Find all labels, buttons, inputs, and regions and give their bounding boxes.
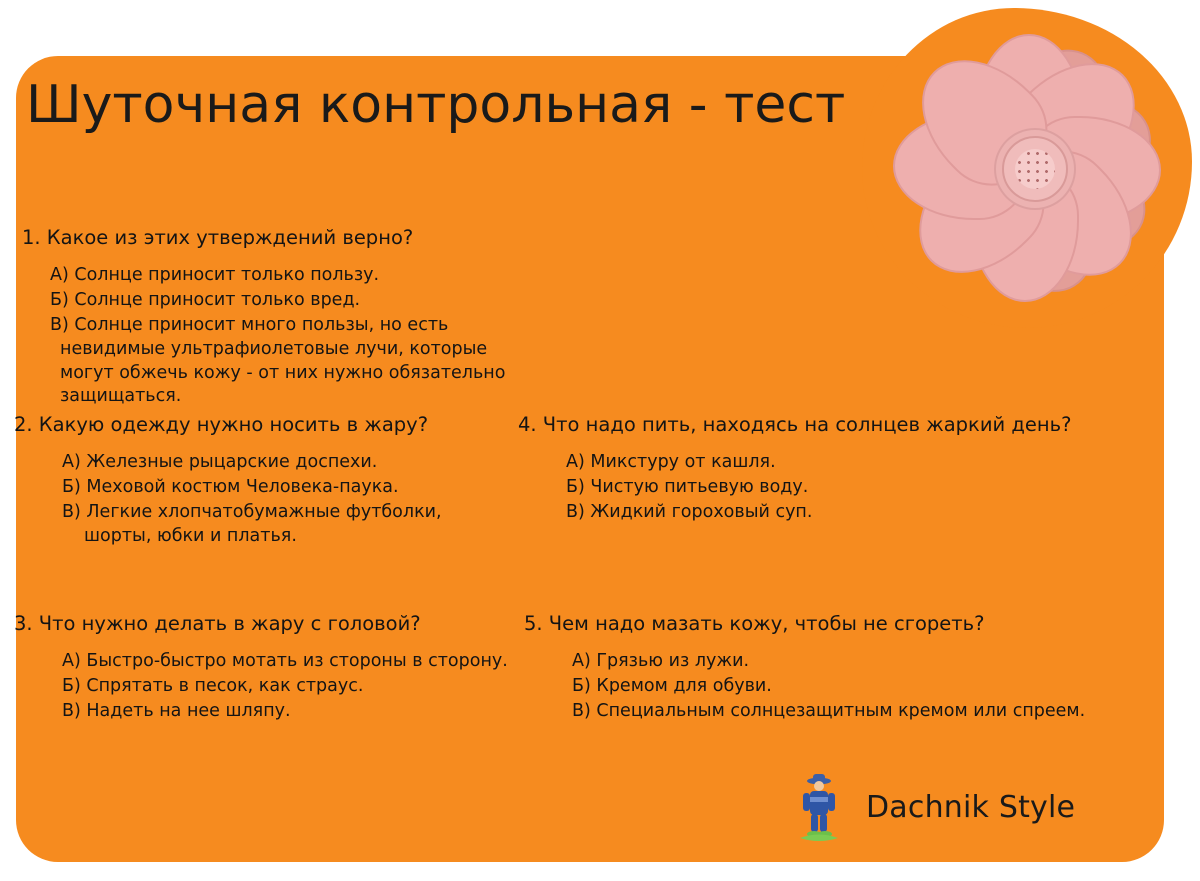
answer-list-4 [518, 451, 1158, 524]
answer-option: В) Надеть на нее шляпу. [62, 700, 291, 721]
page-title: Шуточная контрольная - тест [26, 75, 846, 135]
brand-name: Dachnik Style [866, 789, 1076, 825]
answer-option: Б) Спрятать в песок, как страус. [62, 676, 364, 697]
question-block-2 [14, 413, 514, 550]
brand-logo [790, 770, 1075, 844]
answer-option: А) Микстуру от кашля. [566, 452, 776, 473]
answer-option: А) Железные рыцарские доспехи. [62, 452, 378, 473]
answer-option: А) Грязью из лужи. [572, 651, 750, 672]
question-block-4 [518, 413, 1158, 526]
question-block-1 [22, 226, 542, 410]
answer-option: Б) Чистую питьевую воду. [566, 477, 809, 498]
answer-option: Б) Меховой костюм Человека-паука. [62, 477, 399, 498]
question-title-2: 2. Какую одежду нужно носить в жару? [14, 413, 429, 436]
answer-option: Б) Солнце приносит только вред. [50, 290, 361, 311]
answer-option: В) Легкие хлопчатобумажные футболки, шорты, юбки и платья. [62, 501, 442, 546]
answer-option: В) Специальным солнцезащитным кремом или спреем. [572, 700, 1086, 721]
gardener-figure-icon [790, 770, 848, 844]
answer-option: В) Солнце приносит много пользы, но есть невидимые ультрафиолетовые лучи, которые могут обжечь кожу - от них нужно обязательно защищаться. [50, 314, 506, 407]
question-block-5 [524, 612, 1144, 725]
pink-flower-icon [862, 8, 1192, 338]
question-title-4: 4. Что надо пить, находясь на солнцев жаркий день? [518, 413, 1072, 436]
question-title-1: 1. Какое из этих утверждений верно? [22, 226, 414, 249]
answer-list-5 [524, 650, 1144, 723]
answer-list-1 [22, 264, 542, 409]
answer-option: А) Солнце приносит только пользу. [50, 265, 380, 286]
answer-option: В) Жидкий гороховый суп. [566, 501, 813, 522]
question-title-5: 5. Чем надо мазать кожу, чтобы не сгореть? [524, 612, 985, 635]
question-block-3 [14, 612, 514, 725]
flower-center-dots [1015, 149, 1055, 189]
answer-list-3 [14, 650, 514, 723]
flower-center [1002, 136, 1068, 202]
answer-option: Б) Кремом для обуви. [572, 676, 772, 697]
answer-option: А) Быстро-быстро мотать из стороны в сторону. [62, 651, 508, 672]
answer-list-2 [14, 451, 514, 548]
question-title-3: 3. Что нужно делать в жару с головой? [14, 612, 421, 635]
